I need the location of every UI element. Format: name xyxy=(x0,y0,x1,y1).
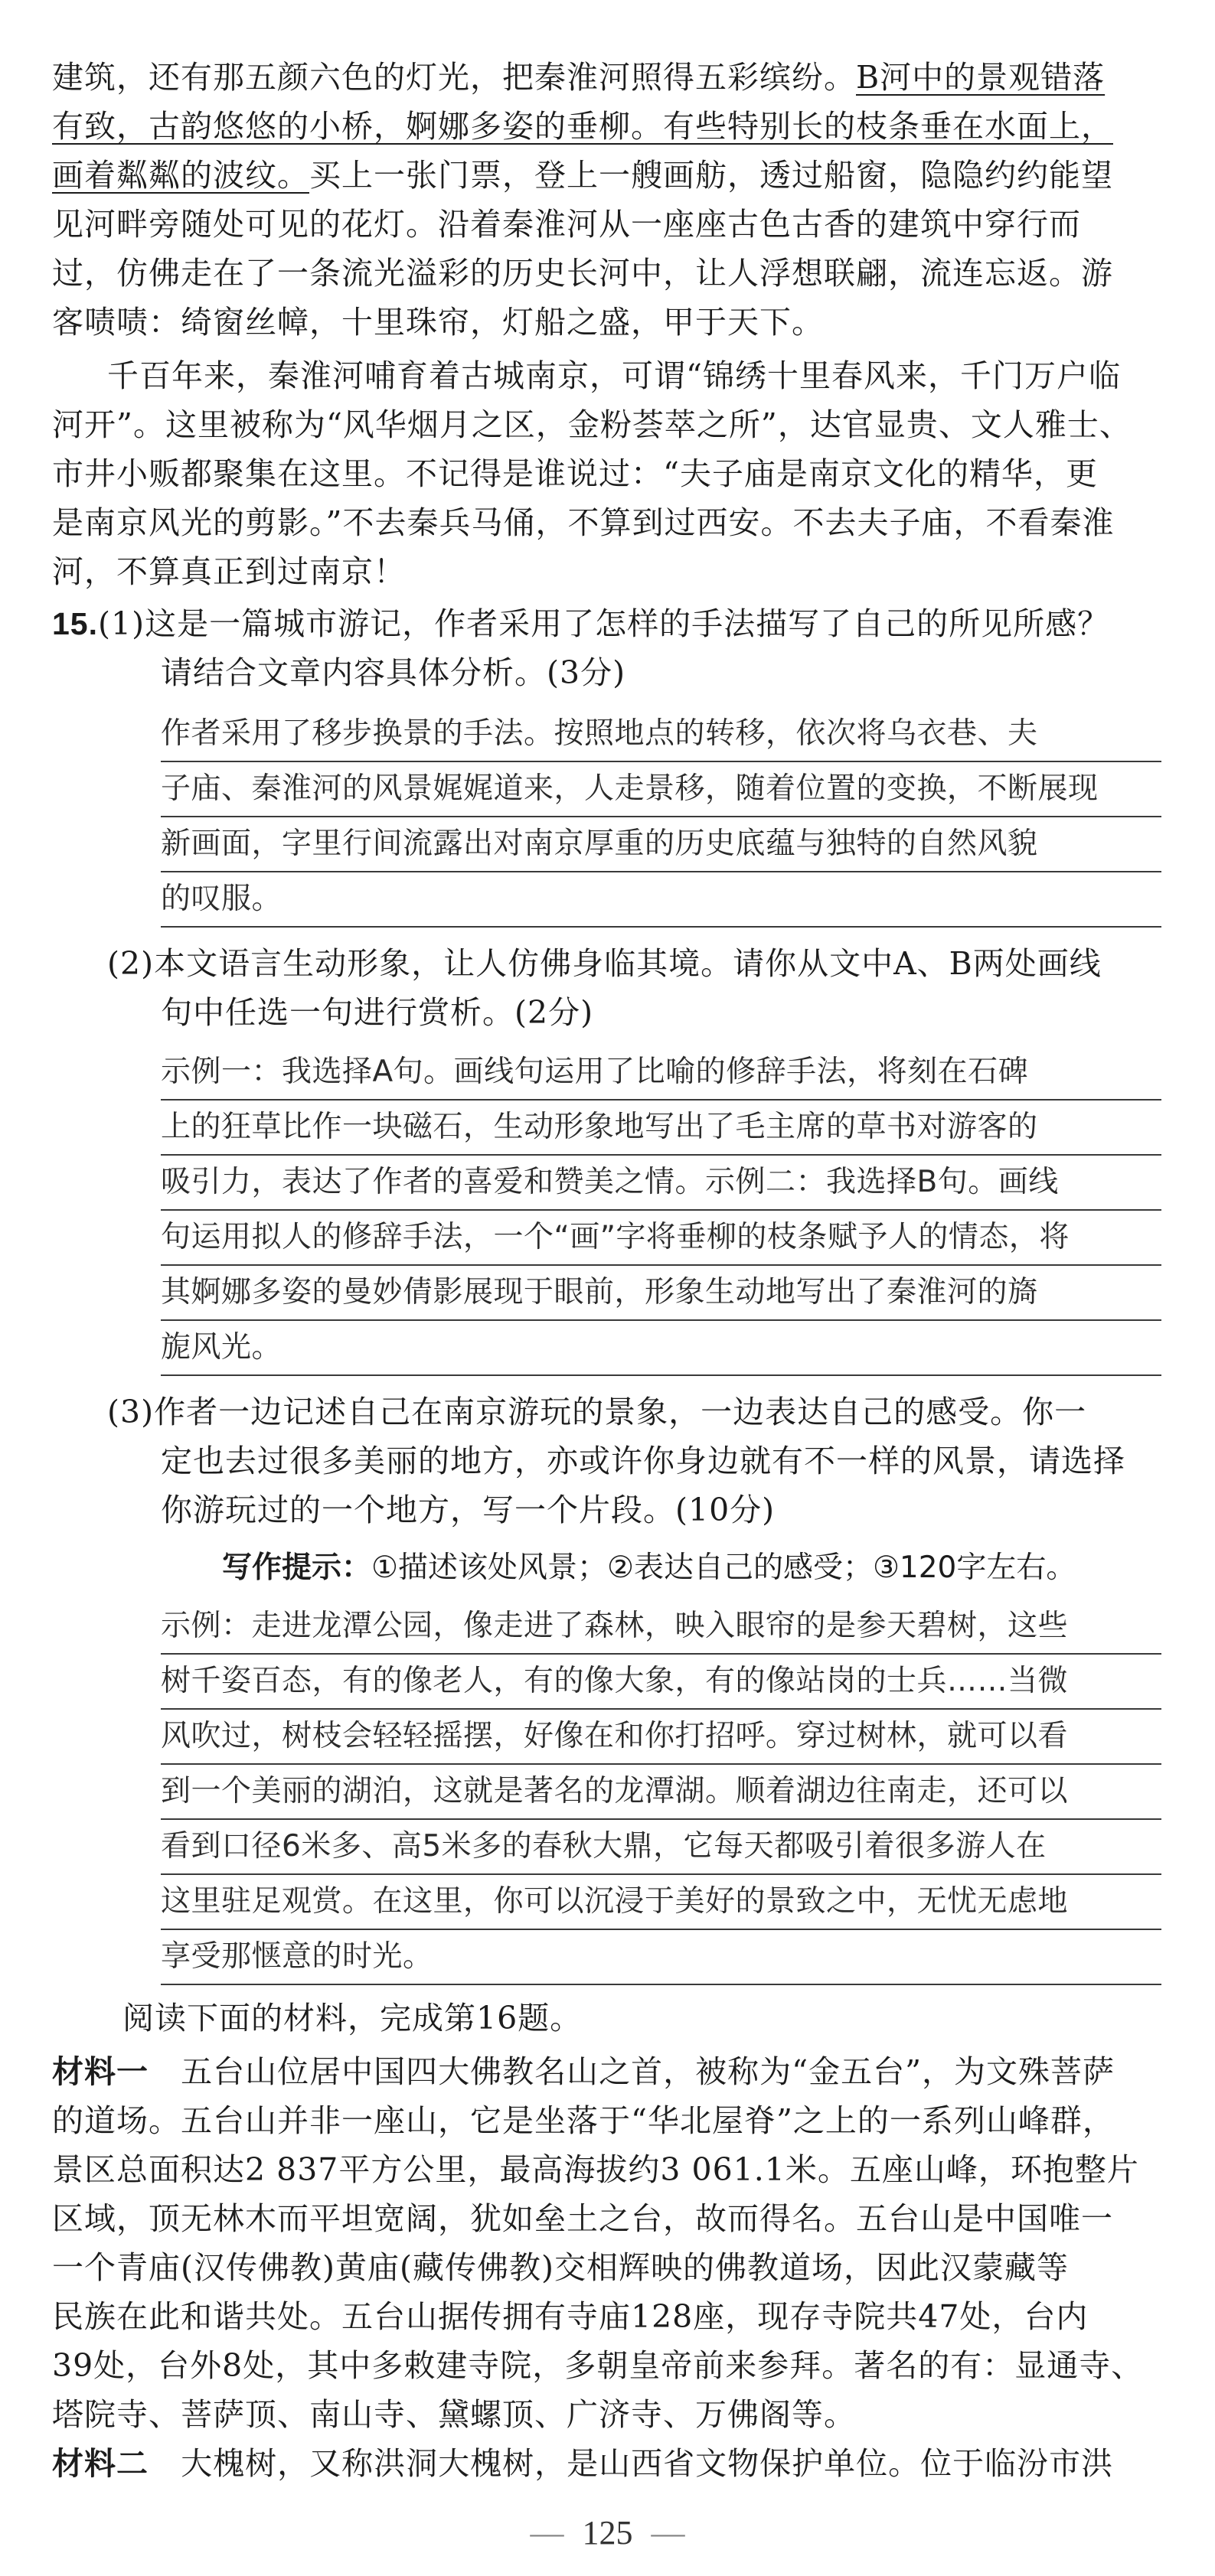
answer-line: 示例：走进龙潭公园，像走进了森林，映入眼帘的是参天碧树，这些 xyxy=(161,1599,1161,1655)
page-number-dash: — xyxy=(651,2514,685,2552)
passage-line: 是南京风光的剪影。”不去秦兵马俑，不算到过西安。不去夫子庙，不看秦淮 xyxy=(52,504,1115,541)
question-line: 你游玩过的一个地方，写一个片段。(10分) xyxy=(161,1492,776,1528)
passage-line: 客啧啧：绮窗丝幛，十里珠帘，灯船之盛，甲于天下。 xyxy=(52,304,824,341)
passage-line: 市井小贩都聚集在这里。不记得是谁说过：“夫子庙是南京文化的精华，更 xyxy=(52,455,1098,492)
answer-line: 风吹过，树枝会轻轻摇摆，好像在和你打招呼。穿过树林，就可以看 xyxy=(161,1710,1161,1765)
answer-line: 享受那惬意的时光。 xyxy=(161,1930,1161,1985)
answer-line: 的叹服。 xyxy=(161,872,1161,928)
material-1-line: 景区总面积达2 837平方公里，最高海拔约3 061.1米。五座山峰，环抱整片 xyxy=(52,2151,1139,2188)
passage-line: 河，不算真正到过南京！ xyxy=(52,553,406,590)
material-1-line: 一个青庙(汉传佛教)黄庙(藏传佛教)交相辉映的佛教道场，因此汉蒙藏等 xyxy=(52,2249,1069,2286)
material-2-label: 材料二 xyxy=(52,2445,149,2482)
material-1-line: 民族在此和谐共处。五台山据传拥有寺庙128座，现存寺院共47处，台内 xyxy=(52,2298,1089,2335)
answer-line: 到一个美丽的湖泊，这就是著名的龙潭湖。顺着湖边往南走，还可以 xyxy=(161,1765,1161,1820)
page-number-dash: — xyxy=(530,2514,564,2552)
question-line: 句中任选一句进行赏析。(2分) xyxy=(161,994,594,1031)
material-1-line: 区域，顶无林木而平坦宽阔，犹如垒土之台，故而得名。五台山是中国唯一 xyxy=(52,2200,1113,2237)
material-1-line: 塔院寺、菩萨顶、南山寺、黛螺顶、广济寺、万佛阁等。 xyxy=(52,2396,856,2433)
material-2-line: 材料二 大槐树，又称洪洞大槐树，是山西省文物保护单位。位于临汾市洪 xyxy=(52,2445,1114,2482)
passage-line: 过，仿佛走在了一条流光溢彩的历史长河中，让人浮想联翩，流连忘返。游 xyxy=(52,255,1113,292)
material-1-label: 材料一 xyxy=(52,2053,149,2090)
passage-line: 画着粼粼的波纹。买上一张门票，登上一艘画舫，透过船窗，隐隐约约能望 xyxy=(52,157,1113,194)
answer-line: 看到口径6米多、高5米多的春秋大鼎，它每天都吸引着很多游人在 xyxy=(161,1820,1161,1875)
answer-line: 这里驻足观赏。在这里，你可以沉浸于美好的景致之中，无忧无虑地 xyxy=(161,1875,1161,1930)
answer-line: 上的狂草比作一块磁石，生动形象地写出了毛主席的草书对游客的 xyxy=(161,1101,1161,1156)
answer-line: 旎风光。 xyxy=(161,1321,1161,1376)
question-number: 15. xyxy=(52,606,98,641)
passage-line: 见河畔旁随处可见的花灯。沿着秦淮河从一座座古色古香的建筑中穿行而 xyxy=(52,206,1081,243)
material-1-line: 材料一 五台山位居中国四大佛教名山之首，被称为“金五台”，为文殊菩萨 xyxy=(52,2053,1115,2090)
answer-line: 子庙、秦淮河的风景娓娓道来，人走景移，随着位置的变换，不断展现 xyxy=(161,762,1161,817)
question-line: 请结合文章内容具体分析。(3分) xyxy=(161,654,626,691)
question-15-part3: (3)作者一边记述自己在南京游玩的景象，一边表达自己的感受。你一 xyxy=(107,1394,1087,1430)
question-15-part1: 15.(1)这是一篇城市游记，作者采用了怎样的手法描写了自己的所见所感？ xyxy=(52,605,1110,642)
answer-line: 作者采用了移步换景的手法。按照地点的转移，依次将乌衣巷、夫 xyxy=(161,707,1161,762)
answer-line: 树千姿百态，有的像老人，有的像大象，有的像站岗的士兵……当微 xyxy=(161,1655,1161,1710)
answer-line: 句运用拟人的修辞手法，一个“画”字将垂柳的枝条赋予人的情态，将 xyxy=(161,1211,1161,1266)
passage-line: 建筑，还有那五颜六色的灯光，把秦淮河照得五彩缤纷。B河中的景观错落 xyxy=(52,59,1106,96)
material-1-line: 的道场。五台山并非一座山，它是坐落于“华北屋脊”之上的一系列山峰群， xyxy=(52,2102,1115,2139)
passage-line: 千百年来，秦淮河哺育着古城南京，可谓“锦绣十里春风来，千门万户临 xyxy=(107,357,1121,394)
underlined-sentence-b: B河中的景观错落 xyxy=(856,59,1106,96)
question-15-part2: (2)本文语言生动形象，让人仿佛身临其境。请你从文中A、B两处画线 xyxy=(107,945,1102,982)
writing-tip: 写作提示：①描述该处风景；②表达自己的感受；③120字左右。 xyxy=(222,1550,1076,1585)
answer-line: 吸引力，表达了作者的喜爱和赞美之情。示例二：我选择B句。画线 xyxy=(161,1156,1161,1211)
passage-line: 河开”。这里被称为“风华烟月之区，金粉荟萃之所”，达官显贵、文人雅士、 xyxy=(52,406,1132,443)
read-prompt: 阅读下面的材料，完成第16题。 xyxy=(122,2000,583,2036)
writing-tip-label: 写作提示： xyxy=(222,1550,372,1585)
page-number: — 125 — xyxy=(530,2514,685,2552)
answer-line: 其婀娜多姿的曼妙倩影展现于眼前，形象生动地写出了秦淮河的旖 xyxy=(161,1266,1161,1321)
answer-line: 示例一：我选择A句。画线句运用了比喻的修辞手法，将刻在石碑 xyxy=(161,1045,1161,1101)
question-line: 定也去过很多美丽的地方，亦或许你身边就有不一样的风景，请选择 xyxy=(161,1443,1125,1479)
answer-line: 新画面，字里行间流露出对南京厚重的历史底蕴与独特的自然风貌 xyxy=(161,817,1161,872)
material-1-line: 39处，台外8处，其中多敕建寺院，多朝皇帝前来参拜。著名的有：显通寺、 xyxy=(52,2347,1144,2384)
passage-line: 有致，古韵悠悠的小桥，婀娜多姿的垂柳。有些特别长的枝条垂在水面上， xyxy=(52,108,1113,145)
